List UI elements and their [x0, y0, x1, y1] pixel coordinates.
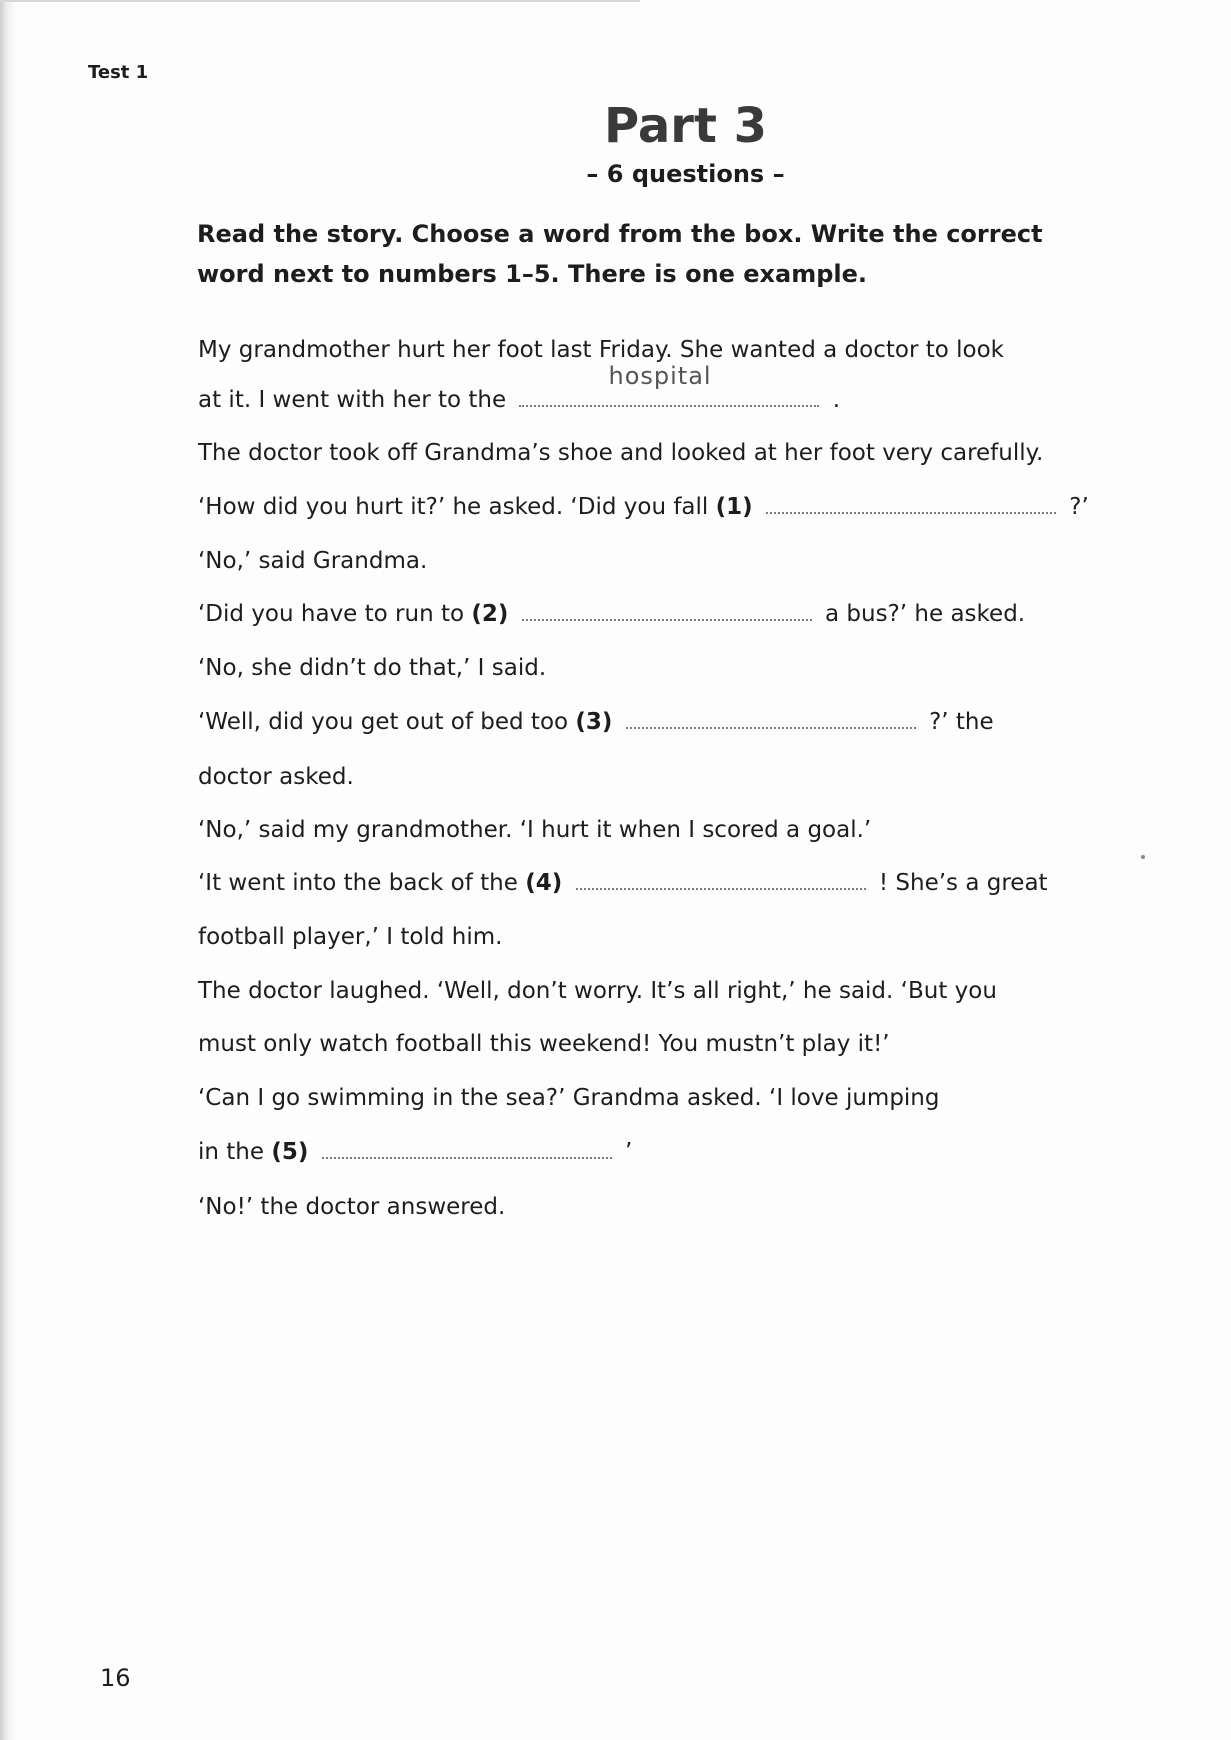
answer-blank-4[interactable] — [576, 880, 866, 890]
story-text: ‘No!’ the doctor answered. — [198, 1194, 506, 1220]
story-text: ! She’s a great — [878, 870, 1048, 896]
story-text: The doctor took off Grandma’s shoe and looked at her foot very carefully. — [198, 440, 1044, 466]
question-number-3: (3) — [575, 709, 613, 735]
story-text: ‘No,’ said Grandma. — [198, 548, 428, 574]
story-line-5 — [198, 546, 427, 576]
story-line-11 — [198, 868, 1048, 898]
question-number-2: (2) — [471, 601, 509, 627]
answer-blank-5[interactable] — [322, 1149, 612, 1159]
part-title: Part 3 — [603, 98, 767, 154]
story-text: ‘Did you have to run to — [198, 601, 465, 627]
answer-blank-1[interactable] — [766, 504, 1056, 514]
part-subtitle: – 6 questions – — [586, 160, 785, 188]
question-number-1: (1) — [715, 494, 753, 520]
story-line-1 — [198, 335, 1004, 365]
story-line-8 — [198, 707, 994, 737]
page-number: 16 — [100, 1664, 131, 1692]
page-top-edge — [0, 0, 640, 2]
example-answer-blank — [513, 362, 825, 415]
story-text: ‘Well, did you get out of bed too — [198, 709, 569, 735]
story-text: doctor asked. — [198, 764, 354, 790]
story-text: . — [832, 387, 841, 413]
story-line-9 — [198, 762, 354, 792]
story-text: ‘It went into the back of the — [198, 870, 518, 896]
story-text: ‘No, she didn’t do that,’ I said. — [198, 655, 547, 681]
story-text: in the — [198, 1139, 265, 1165]
story-text: My grandmother hurt her foot last Friday. She wanted a doctor to look — [198, 337, 1004, 363]
story-line-2 — [198, 362, 841, 415]
story-text: ’ — [625, 1139, 633, 1165]
story-text: ‘Can I go swimming in the sea?’ Grandma asked. ‘I love jumping — [198, 1085, 940, 1111]
story-text: The doctor laughed. ‘Well, don’t worry. It’s all right,’ he said. ‘But you — [198, 978, 997, 1004]
page-edge-shadow — [0, 0, 16, 1740]
story-line-6 — [198, 599, 1025, 629]
story-line-10 — [198, 815, 871, 845]
story-line-16 — [198, 1137, 632, 1167]
question-number-4: (4) — [525, 870, 563, 896]
answer-blank-3[interactable] — [626, 719, 916, 729]
question-number-5: (5) — [271, 1139, 309, 1165]
story-line-4 — [198, 492, 1089, 522]
story-text: at it. I went with her to the — [198, 387, 507, 413]
answer-blank-2[interactable] — [522, 611, 812, 621]
story-line-15 — [198, 1083, 939, 1113]
story-text: ‘How did you hurt it?’ he asked. ‘Did you fall — [198, 494, 709, 520]
story-text: football player,’ I told him. — [198, 924, 503, 950]
story-text: must only watch football this weekend! You mustn’t play it!’ — [198, 1031, 890, 1057]
example-answer: hospital — [608, 362, 712, 390]
test-label: Test 1 — [88, 62, 149, 83]
story-line-13 — [198, 976, 997, 1006]
story-line-14 — [198, 1029, 890, 1059]
example-dotted-line — [519, 397, 819, 407]
story-line-17 — [198, 1192, 505, 1222]
story-text: ‘No,’ said my grandmother. ‘I hurt it when I scored a goal.’ — [198, 817, 872, 843]
scan-speck — [1141, 855, 1145, 859]
story-line-7 — [198, 653, 546, 683]
story-text: ?’ — [1069, 494, 1089, 520]
story-line-3 — [198, 438, 1043, 468]
story-text: ?’ the — [929, 709, 994, 735]
story-line-12 — [198, 922, 502, 952]
instructions: Read the story. Choose a word from the box. Write the correct word next to numbers 1–5. There is one example. — [197, 220, 1043, 288]
story-text: a bus?’ he asked. — [825, 601, 1026, 627]
